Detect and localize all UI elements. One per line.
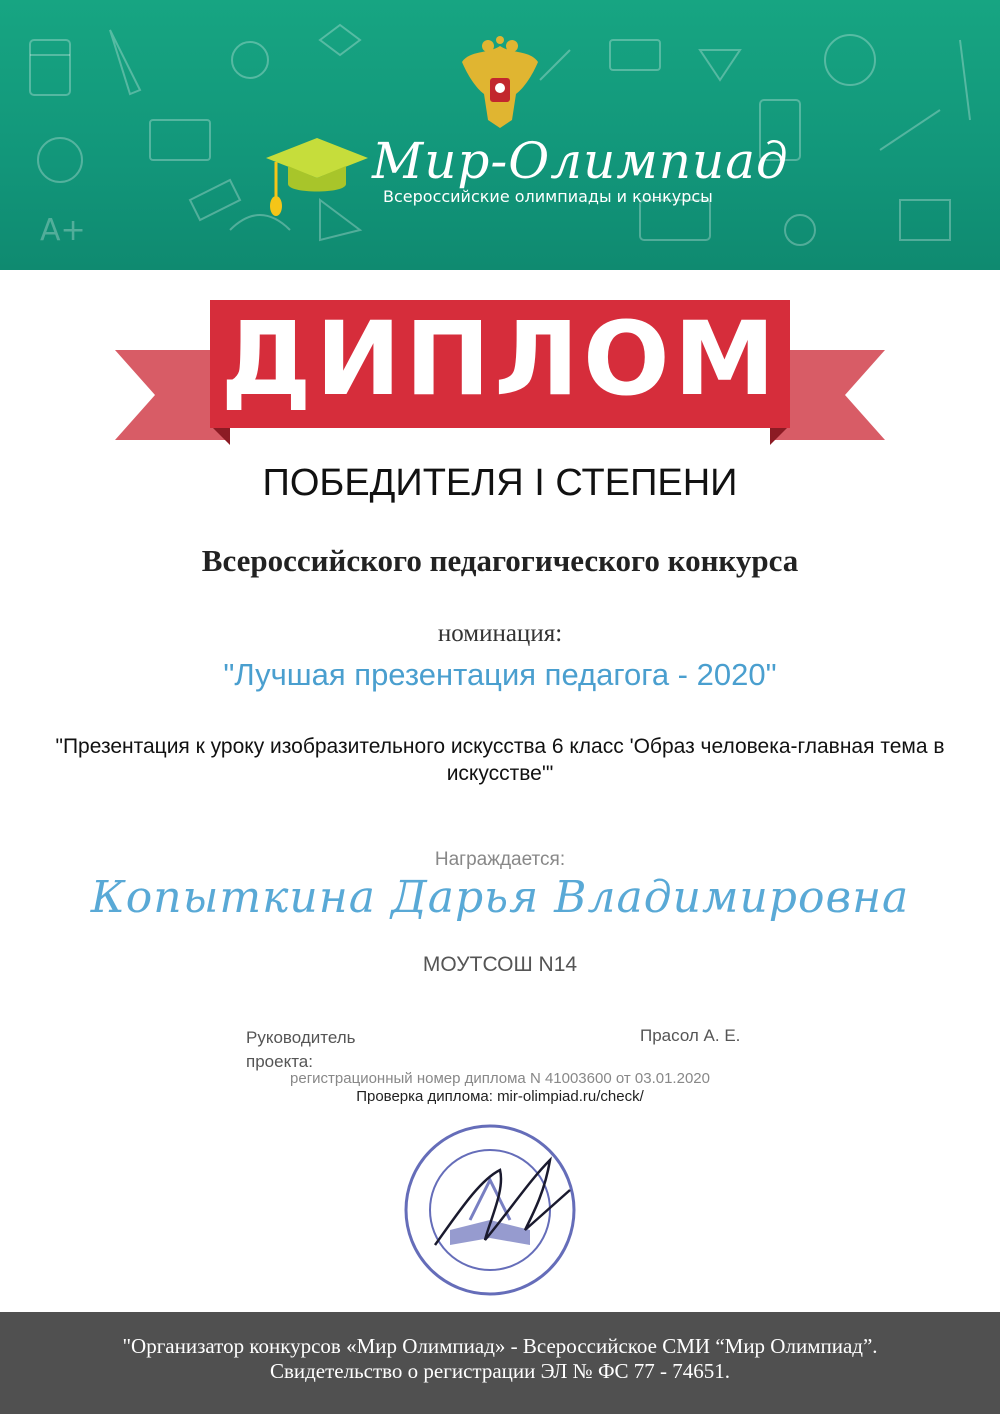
footer-line-1: "Организатор конкурсов «Мир Олимпиад» - Всероссийское СМИ “Мир Олимпиад”. (122, 1334, 878, 1358)
footer-bar (0, 1312, 1000, 1414)
registration-number: регистрационный номер диплома N 41003600 от 03.01.2020 (290, 1070, 710, 1087)
nomination-value: "Лучшая презентация педагога - 2020" (223, 657, 777, 692)
recipient-name: Копыткина Дарья Владимировна (90, 872, 910, 923)
footer-text (0, 1334, 1000, 1384)
leader-name: Прасол А. Е. (640, 1026, 741, 1045)
contest-name: Всероссийского педагогического конкурса (201, 543, 799, 578)
graduation-cap-icon (262, 132, 372, 222)
header-banner (0, 0, 1000, 270)
diploma-subtitle: ПОБЕДИТЕЛЯ I СТЕПЕНИ (262, 462, 738, 504)
handwritten-signature (430, 1150, 580, 1260)
school-name: МОУТСОШ N14 (422, 953, 578, 976)
diploma-check-link[interactable]: Проверка диплома: mir-olimpiad.ru/check/ (356, 1088, 644, 1105)
footer-line-2: Свидетельство о регистрации ЭЛ № ФС 77 - 74651. (269, 1359, 731, 1383)
logo-subtitle: Всероссийские олимпиады и конкурсы (383, 187, 713, 206)
russian-coat-of-arms-icon (458, 36, 542, 132)
diploma-title: ДИПЛОМ (220, 300, 780, 419)
nomination-label: номинация: (437, 620, 563, 647)
logo-title: Мир-Олимпиад (372, 132, 789, 190)
work-title: "Презентация к уроку изобразительного искусства 6 класс 'Образ человека-главная тема в искусстве'" (55, 735, 945, 785)
leader-label: Руководитель проекта: (246, 1028, 356, 1071)
svg-text:A+: A+ (40, 213, 86, 248)
awarded-label: Награждается: (434, 849, 566, 870)
